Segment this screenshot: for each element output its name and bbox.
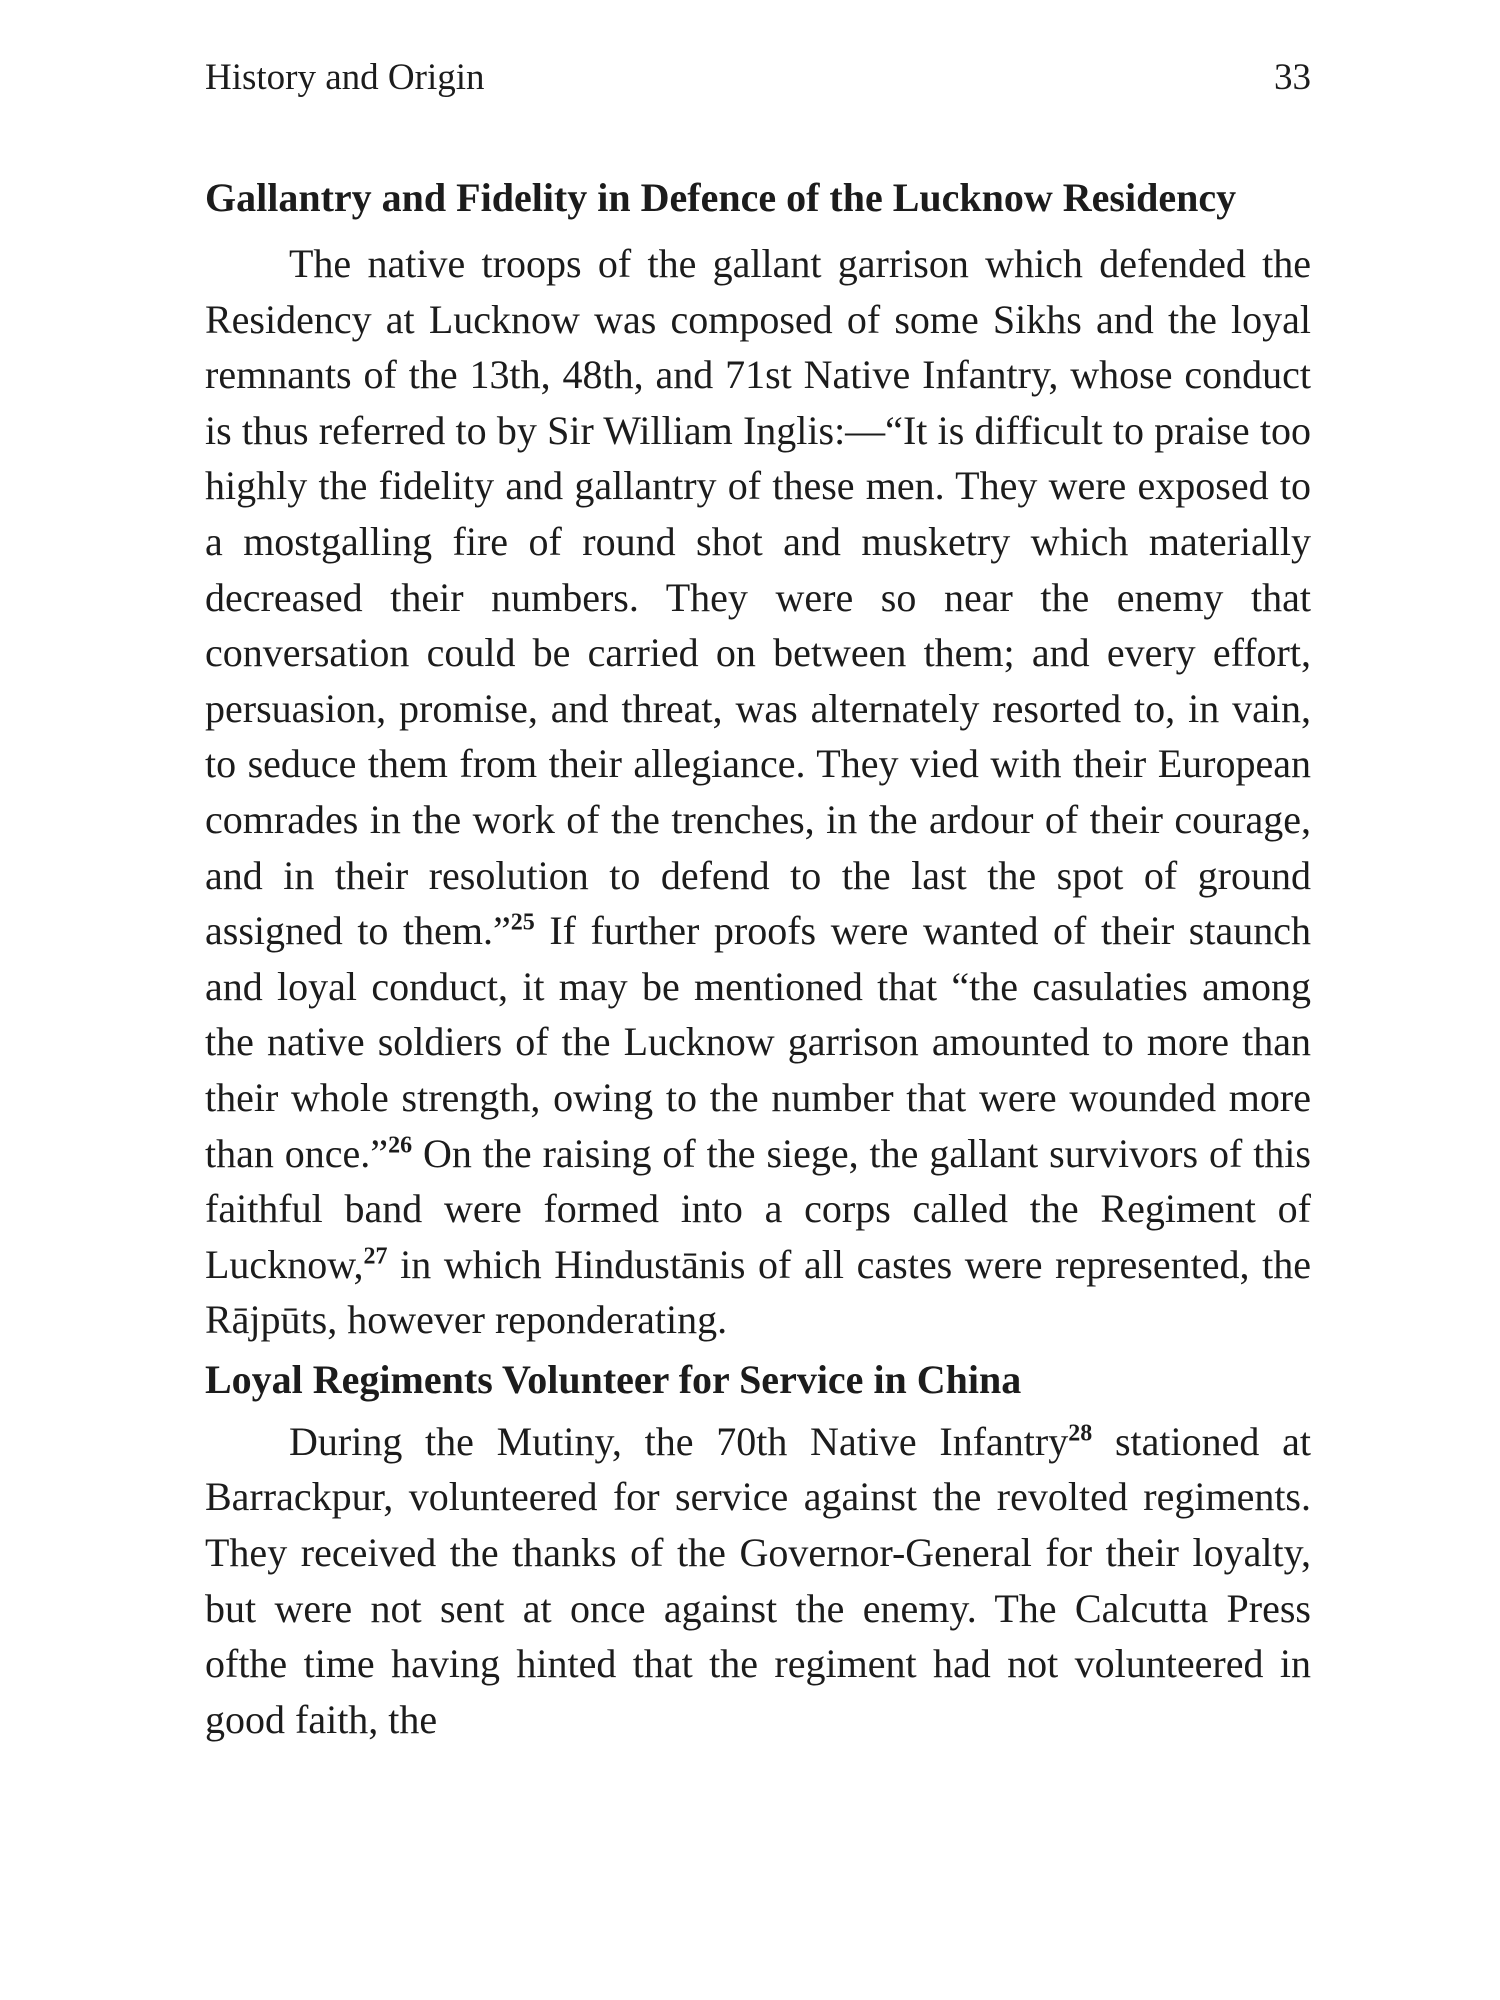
paragraph-text: in which Hindustānis of all castes were represented, the Rājpūts, however reponderating. bbox=[205, 1241, 1311, 1343]
book-page bbox=[205, 50, 1311, 1747]
paragraph-lucknow bbox=[205, 236, 1311, 1348]
page-number: 33 bbox=[1274, 57, 1311, 98]
section-heading-lucknow: Gallantry and Fidelity in Defence of the Lucknow Residency bbox=[205, 175, 1237, 220]
paragraph-text: The native troops of the gallant garrison which defended the Residency at Lucknow was composed of some Sikhs and the loyal remnants of the 13th, 48th, and 71st Native Infantry, whose conduct is thus referred to by Sir William Inglis:—“It is difficult to praise too highly the fidelity and gallantry of these men. They were exposed to a mostgalling fire of round shot and musketry which materially decreased their numbers. They were so near the enemy that conversation could be carried on between them; and every effort, persuasion, promise, and threat, was alternately resorted to, in vain, to seduce them from their allegiance. They vied with their European comrades in the work of the trenches, in the ardour of their courage, and in their resolution to defend to the last the spot of ground assigned to them.” bbox=[205, 241, 1311, 954]
paragraph-china bbox=[205, 1414, 1311, 1748]
paragraph-text: If further proofs were wanted of their staunch and loyal conduct, it may be mentioned that “the casulaties among the native soldiers of the Lucknow garrison amounted to more than their whole strength, owing to the number that were wounded more than once.” bbox=[205, 908, 1311, 1176]
paragraph-text: stationed at Barrackpur, volunteered for service against the revolted regiments. They received the thanks of the Governor-General for their loyalty, but were not sent at once against the enemy. The Calcutta Press ofthe time having hinted that the regiment had not volunteered in good faith, the bbox=[205, 1418, 1312, 1742]
footnote-marker-28: 28 bbox=[1068, 1420, 1093, 1447]
paragraph-text: During the Mutiny, the 70th Native Infantry bbox=[289, 1418, 1069, 1464]
footnote-marker-26: 26 bbox=[388, 1132, 413, 1159]
footnote-marker-27: 27 bbox=[363, 1243, 388, 1270]
paragraph-text: On the raising of the siege, the gallant survivors of this faithful band were formed into a corps called the Regiment of Lucknow, bbox=[205, 1130, 1311, 1287]
running-head bbox=[205, 50, 1311, 106]
footnote-marker-25: 25 bbox=[510, 909, 535, 936]
section-heading-china: Loyal Regiments Volunteer for Service in China bbox=[205, 1356, 1022, 1402]
running-title: History and Origin bbox=[205, 57, 485, 98]
